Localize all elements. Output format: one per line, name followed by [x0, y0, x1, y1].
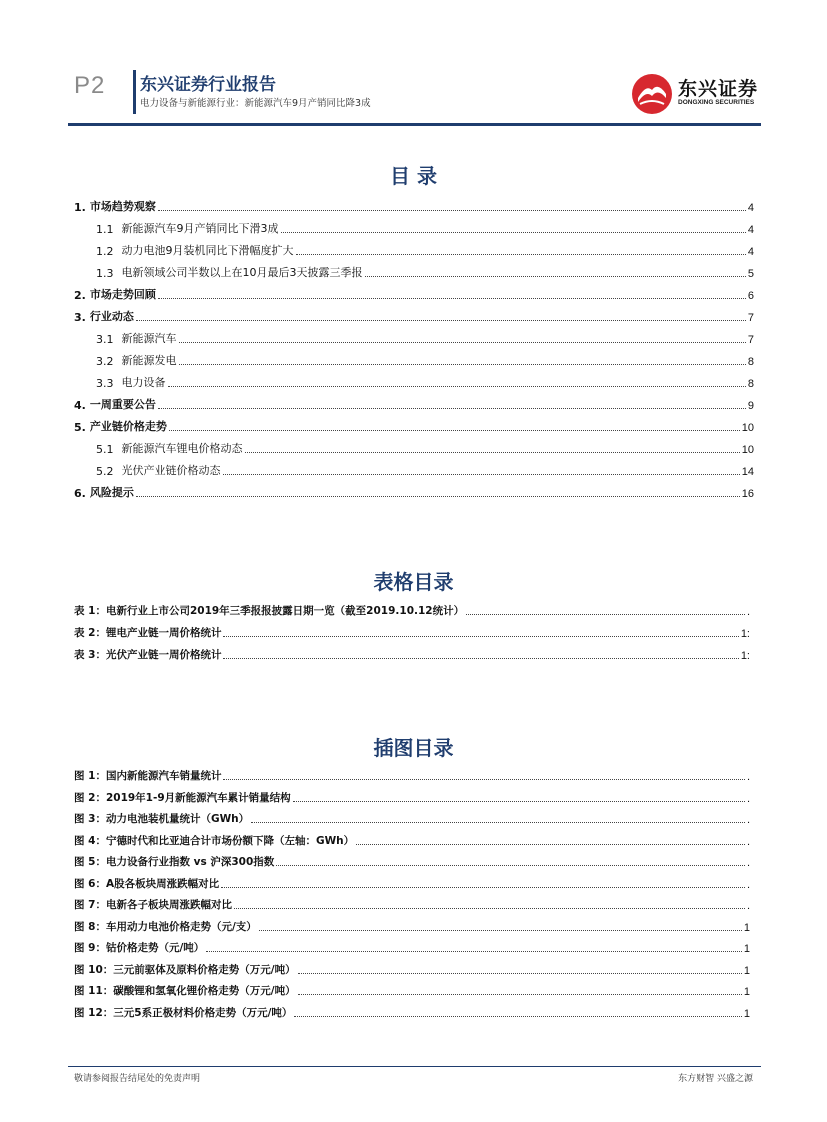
table-list-page: .	[746, 606, 750, 618]
toc-entry[interactable]	[74, 396, 754, 412]
figure-list-page: 1	[743, 986, 750, 998]
toc-entry-page: 10	[741, 444, 754, 456]
dot-leader	[206, 950, 742, 952]
toc-title: 目 录	[390, 164, 437, 188]
figures-title: 插图目录	[373, 736, 454, 760]
logo-text-cn: 东兴证券	[678, 78, 759, 100]
dot-leader	[298, 972, 742, 974]
dot-leader	[158, 297, 746, 299]
dot-leader	[466, 613, 745, 615]
figure-list-text: 图 1：国内新能源汽车销量统计	[74, 770, 222, 782]
figure-list-text: 图 12：三元5系正极材料价格走势（万元/吨）	[74, 1006, 293, 1019]
toc-entry-number: 3.	[74, 311, 86, 324]
dot-leader	[223, 473, 740, 475]
company-logo	[630, 72, 760, 117]
dot-leader	[179, 341, 746, 343]
figure-list-text: 图 2：2019年1-9月新能源汽车累计销量结构	[74, 791, 291, 804]
table-list-page: 1:	[740, 628, 750, 640]
dot-leader	[158, 209, 746, 211]
figure-list-text: 图 10：三元前驱体及原料价格走势（万元/吨）	[74, 963, 296, 976]
toc-entry-page: 4	[747, 246, 754, 258]
figure-list-entry[interactable]	[74, 767, 750, 783]
toc-entry-page: 9	[747, 400, 754, 412]
toc-entry-page: 5	[747, 268, 754, 280]
figure-list-text: 图 5：电力设备行业指数 vs 沪深300指数	[74, 856, 275, 868]
dot-leader	[169, 429, 740, 431]
figure-list-page: 1	[743, 943, 750, 955]
toc-entry-text: 新能源汽车	[121, 332, 177, 345]
toc-entry[interactable]	[74, 418, 754, 434]
figure-list-entry[interactable]	[74, 982, 750, 998]
figure-list-entry[interactable]	[74, 918, 750, 934]
dot-leader	[223, 657, 738, 659]
figure-list-text: 图 3：动力电池装机量统计（GWh）	[74, 813, 250, 825]
toc-entry-page: 10	[741, 422, 754, 434]
toc-entry[interactable]	[74, 286, 754, 302]
dot-leader	[245, 451, 740, 453]
figure-list-text: 图 11：碳酸锂和氢氧化锂价格走势（万元/吨）	[74, 985, 296, 997]
dot-leader	[234, 907, 745, 909]
figure-list-entry[interactable]	[74, 961, 750, 977]
figure-list-entry[interactable]	[74, 875, 750, 891]
toc-entry[interactable]	[96, 330, 754, 346]
toc-entry-page: 14	[741, 466, 754, 478]
figure-list-page: 1	[743, 964, 750, 977]
toc-entry-text: 电新领域公司半数以上在10月最后3天披露三季报	[121, 266, 363, 279]
figure-list-text: 图 4：宁德时代和比亚迪合计市场份额下降（左轴：GWh）	[74, 834, 355, 847]
toc-entry-page: 7	[747, 312, 754, 324]
figure-list-page: .	[746, 814, 750, 826]
footer-rule	[68, 1066, 761, 1067]
toc-entry[interactable]	[74, 484, 754, 500]
toc-entry[interactable]	[96, 242, 754, 258]
toc-entry-text: 新能源汽车锂电价格动态	[121, 442, 243, 455]
footer-disclaimer: 敬请参阅报告结尾处的免责声明	[74, 1074, 201, 1084]
toc-entry-page: 4	[747, 224, 754, 236]
toc-entry[interactable]	[96, 352, 754, 368]
dot-leader	[223, 635, 738, 637]
dot-leader	[221, 886, 745, 888]
table-list-page: 1:	[740, 650, 750, 662]
figure-list-text: 图 7：电新各子板块周涨跌幅对比	[74, 899, 232, 911]
dot-leader	[298, 993, 742, 995]
toc-entry-text: 光伏产业链价格动态	[121, 464, 221, 477]
header-divider	[133, 70, 136, 114]
page-number: P2	[74, 72, 106, 99]
toc-entry[interactable]	[96, 440, 754, 456]
figure-list-page: 1	[743, 921, 750, 934]
report-title: 东兴证券行业报告	[140, 75, 276, 95]
table-list-entry[interactable]	[74, 624, 750, 640]
toc-entry-text: 行业动态	[89, 310, 134, 323]
toc-entry[interactable]	[74, 198, 754, 214]
dot-leader	[136, 495, 740, 497]
toc-entry-text: 新能源发电	[121, 354, 177, 367]
dot-leader	[259, 929, 742, 931]
toc-entry-number: 2.	[74, 289, 86, 302]
table-list-entry[interactable]	[74, 646, 750, 662]
toc-entry-text: 动力电池9月装机同比下滑幅度扩大	[121, 244, 294, 257]
dot-leader	[179, 363, 746, 365]
toc-entry-number: 5.	[74, 421, 86, 434]
dot-leader	[158, 407, 746, 409]
figure-list-text: 图 9：钴价格走势（元/吨）	[74, 942, 205, 954]
figure-list-page: .	[746, 771, 750, 783]
toc-entry-text: 新能源汽车9月产销同比下滑3成	[121, 222, 279, 235]
dot-leader	[293, 800, 745, 802]
figure-list-entry[interactable]	[74, 810, 750, 826]
dot-leader	[281, 231, 746, 233]
figure-list-entry[interactable]	[74, 789, 750, 805]
dot-leader	[136, 319, 746, 321]
table-list-text: 表 1：电新行业上市公司2019年三季报报披露日期一览（截至2019.10.12统计）	[74, 605, 465, 617]
toc-entry-text: 市场走势回顾	[89, 288, 156, 301]
table-list-text: 表 2：锂电产业链一周价格统计	[74, 627, 222, 639]
table-list-entry[interactable]	[74, 602, 750, 618]
toc-entry-number: 1.2	[96, 245, 114, 258]
figure-list-entry[interactable]	[74, 1004, 750, 1020]
figure-list-page: .	[746, 900, 750, 912]
toc-entry-text: 产业链价格走势	[89, 420, 167, 433]
figure-list-page: .	[746, 878, 750, 891]
toc-entry-number: 3.2	[96, 355, 114, 368]
dot-leader	[356, 843, 745, 845]
toc-entry[interactable]	[96, 264, 754, 280]
dot-leader	[276, 864, 745, 866]
toc-entry[interactable]	[96, 374, 754, 390]
toc-entry-page: 8	[747, 378, 754, 390]
page-header	[0, 0, 827, 130]
dot-leader	[365, 275, 746, 277]
report-subtitle: 电力设备与新能源行业：新能源汽车9月产销同比降3成	[140, 98, 371, 109]
toc-entry-page: 8	[747, 356, 754, 368]
toc-entry-number: 1.3	[96, 267, 114, 280]
toc-entry-number: 5.1	[96, 443, 114, 456]
figure-list-page: .	[746, 792, 750, 805]
dot-leader	[296, 253, 746, 255]
figure-list-text: 图 8：车用动力电池价格走势（元/支）	[74, 920, 257, 933]
toc-entry-page: 16	[741, 488, 754, 500]
logo-text-en: DONGXING SECURITIES	[678, 99, 755, 106]
toc-entry[interactable]	[74, 308, 754, 324]
toc-entry-text: 电力设备	[121, 376, 166, 389]
figure-list-page: .	[746, 857, 750, 869]
toc-entry[interactable]	[96, 462, 754, 478]
toc-entry-number: 1.	[74, 201, 86, 214]
figure-list-entry[interactable]	[74, 832, 750, 848]
toc-entry-number: 3.3	[96, 377, 114, 390]
dot-leader	[251, 821, 745, 823]
header-rule	[68, 123, 761, 126]
figure-list-entry[interactable]	[74, 939, 750, 955]
toc-entry-text: 风险提示	[89, 486, 134, 499]
toc-entry-page: 7	[747, 334, 754, 346]
footer-slogan: 东方财智 兴盛之源	[678, 1074, 753, 1084]
toc-entry-number: 3.1	[96, 333, 114, 346]
toc-entry-number: 6.	[74, 487, 86, 500]
toc-entry-page: 6	[747, 290, 754, 302]
logo-mark-icon	[630, 72, 674, 116]
toc-entry[interactable]	[96, 220, 754, 236]
figure-list-page: .	[746, 835, 750, 848]
toc-entry-number: 4.	[74, 399, 86, 412]
toc-entry-number: 1.1	[96, 223, 114, 236]
figure-list-text: 图 6：A股各板块周涨跌幅对比	[74, 877, 220, 890]
dot-leader	[168, 385, 746, 387]
figure-list-page: 1	[743, 1007, 750, 1020]
toc-entry-text: 市场趋势观察	[89, 200, 156, 213]
figure-list-entry[interactable]	[74, 853, 750, 869]
toc-entry-page: 4	[747, 202, 754, 214]
dot-leader	[223, 778, 744, 780]
toc-entry-text: 一周重要公告	[89, 398, 156, 411]
tables-title: 表格目录	[373, 570, 454, 594]
toc-entry-number: 5.2	[96, 465, 114, 478]
table-list-text: 表 3：光伏产业链一周价格统计	[74, 649, 222, 661]
figure-list-entry[interactable]	[74, 896, 750, 912]
dot-leader	[294, 1015, 741, 1017]
